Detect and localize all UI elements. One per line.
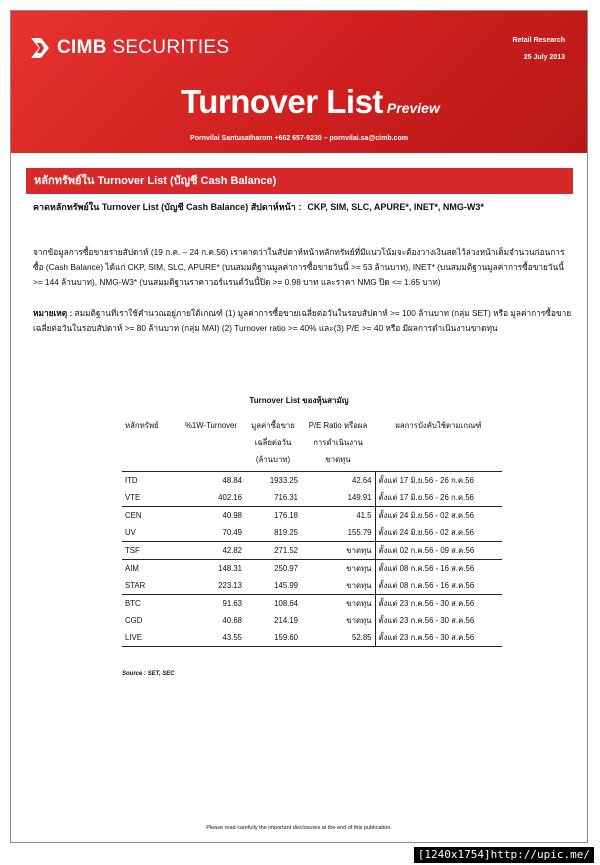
report-title: Turnover List	[181, 83, 383, 120]
cell-avg-value: 819.25	[245, 524, 301, 542]
cimb-chevron-icon	[29, 38, 51, 58]
cell-pe: 155.79	[301, 524, 375, 542]
cell-avg-value: 145.99	[245, 577, 301, 595]
table-row	[122, 472, 502, 490]
cell-turnover: 42.82	[177, 542, 245, 560]
department-label: Retail Research	[512, 37, 565, 44]
header-turnover: %1W-Turnover	[177, 415, 245, 472]
cell-turnover: 223.13	[177, 577, 245, 595]
header-effect: ผลการบังคับใช้ตามเกณฑ์	[375, 415, 502, 472]
cell-symbol: AIM	[125, 564, 139, 573]
summary-paragraph: จากข้อมูลการซื้อขายรายสัปดาห์ (19 ก.ค. – 24 ก.ค.56) เราคาดว่าในสัปดาห์หน้าหลักทรัพย์ที่มีแนวโน้มจะต้องวางเงินสดไว้ล่วงหน้าเต็มจำนวนก่อนการซื้อ (Cash Balance) ได้แก่ CKP, SIM, SLC, APURE* (บนสมมติฐานมูลค่าการซื้อขายวันนี้ >= 53 ล้านบาท), INET* (บนสมมติฐานมูลค่าการซื้อขายวันนี้ >= 144 ล้านบาท), NMG-W3* (บนสมมติฐานราคาวอร์แรนต์วันนี้ปิด >= 0.98 บาท และราคา NMG ปิด <= 1.65 บาท)	[33, 247, 565, 287]
table-row	[122, 524, 502, 542]
expected-list-heading	[33, 200, 573, 214]
section-title-bar: หลักทรัพย์ใน Turnover List (บัญชี Cash Balance)	[26, 168, 573, 194]
cell-effect: ตั้งแต่ 23 ก.ค.56 - 30 ส.ค.56	[375, 595, 502, 613]
header-symbol: หลักทรัพย์	[122, 415, 177, 472]
cell-avg-value: 271.52	[245, 542, 301, 560]
cell-pe: ขาดทุน	[301, 542, 375, 560]
brand-name	[57, 37, 229, 59]
table-row	[122, 542, 502, 560]
cell-effect: ตั้งแต่ 23 ก.ค.56 - 30 ส.ค.56	[375, 629, 502, 647]
report-subtitle: Preview	[386, 100, 440, 116]
header-avg-value: มูลค่าซื้อขายเฉลี่ยต่อวัน (ล้านบาท)	[245, 415, 301, 472]
brand-logo	[29, 37, 229, 59]
report-header	[11, 11, 587, 153]
cell-pe: ขาดทุน	[346, 616, 372, 625]
cell-pe: 41.5	[356, 511, 372, 520]
report-title-block	[181, 83, 440, 121]
cell-turnover: 148.31	[218, 564, 242, 573]
cell-pe: 42.64	[351, 476, 372, 485]
table-row	[122, 612, 502, 629]
cell-effect: ตั้งแต่ 02 ก.ค.56 - 09 ส.ค.56	[375, 542, 502, 560]
cell-avg-value: 159.60	[245, 629, 301, 647]
cell-turnover: 40.68	[222, 616, 242, 625]
cell-turnover: 70.49	[177, 524, 245, 542]
cell-symbol: LIVE	[122, 629, 177, 647]
note-text: สมมติฐานที่เราใช้คำนวณอยู่ภายใต้เกณฑ์ (1) มูลค่าการซื้อขายเฉลี่ยต่อวันในรอบสัปดาห์ >= 100 ล้านบาท (กลุ่ม SET) หรือ มูลค่าการซื้อขายเฉลี่ยต่อวันในรอบสัปดาห์ >= 80 ล้านบาท (กลุ่ม MAI) (2) Turnover ratio >= 40% และ(3) P/E >= 40 หรือ มีผลการดำเนินงานขาดทุน	[33, 308, 572, 333]
brand-light: SECURITIES	[112, 37, 230, 58]
table-title: Turnover List ของหุ้นสามัญ	[249, 396, 349, 405]
cell-effect: ตั้งแต่ 08 ก.ค.56 - 16 ส.ค.56	[375, 577, 502, 595]
table-row	[122, 577, 502, 595]
table-header-row	[122, 415, 502, 472]
brand-bold: CIMB	[57, 37, 107, 58]
cell-pe: ขาดทุน	[301, 577, 375, 595]
cell-avg-value: 108.64	[274, 599, 298, 608]
cell-effect: ตั้งแต่ 24 มิ.ย.56 - 02 ส.ค.56	[375, 524, 502, 542]
cell-effect: ตั้งแต่ 24 มิ.ย.56 - 02 ส.ค.56	[375, 507, 502, 525]
cell-avg-value: 214.19	[274, 616, 298, 625]
table-row	[122, 489, 502, 507]
cell-avg-value: 250.97	[274, 564, 298, 573]
cell-pe: ขาดทุน	[346, 564, 372, 573]
cell-pe: 52.85	[301, 629, 375, 647]
cell-symbol: BTC	[125, 599, 141, 608]
table-source: Source : SET, SEC	[122, 671, 175, 677]
cell-effect: ตั้งแต่ 08 ก.ค.56 - 16 ส.ค.56	[375, 560, 502, 578]
cell-pe: 149.91	[301, 489, 375, 507]
table-row	[122, 629, 502, 647]
cell-turnover: 91.63	[222, 599, 242, 608]
cell-turnover: 48.84	[222, 476, 242, 485]
cell-turnover: 402.16	[177, 489, 245, 507]
cell-effect: ตั้งแต่ 17 มิ.ย.56 - 26 ก.ค.56	[375, 489, 502, 507]
analyst-contact: Pornvilai Santusatharom +662 657-9230 – pornvilai.sa@cimb.com	[190, 135, 408, 142]
note-paragraph	[33, 306, 573, 336]
cell-turnover: 40.98	[222, 511, 242, 520]
expected-list-symbols: CKP, SIM, SLC, APURE*, INET*, NMG-W3*	[307, 202, 484, 212]
note-label: หมายเหตุ :	[33, 308, 73, 318]
cell-symbol: ITD	[125, 476, 138, 485]
cell-turnover: 43.55	[177, 629, 245, 647]
cell-avg-value: 176.18	[274, 511, 298, 520]
disclosure-footer: Please read carefully the important disclosures at the end of this publication.	[206, 825, 392, 831]
cell-symbol: STAR	[122, 577, 177, 595]
cell-symbol: TSF	[122, 542, 177, 560]
header-pe: P/E Ratio หรือผลการดำเนินงานขาดทุน	[301, 415, 375, 472]
cell-avg-value: 716.31	[245, 489, 301, 507]
cell-symbol: VTE	[122, 489, 177, 507]
cell-symbol: CEN	[125, 511, 142, 520]
report-page	[10, 10, 588, 843]
report-date: 25 July 2013	[523, 54, 565, 61]
expected-list-prefix: คาดหลักทรัพย์ใน Turnover List (บัญชี Cash Balance) สัปดาห์หน้า :	[33, 202, 302, 212]
cell-symbol: UV	[122, 524, 177, 542]
cell-effect: ตั้งแต่ 23 ก.ค.56 - 30 ส.ค.56	[375, 612, 502, 629]
cell-avg-value: 1933.25	[269, 476, 298, 485]
cell-effect: ตั้งแต่ 17 มิ.ย.56 - 26 ก.ค.56	[375, 472, 502, 490]
table-row	[122, 560, 502, 578]
header-meta	[512, 32, 565, 66]
cell-symbol: CGD	[125, 616, 143, 625]
table-row	[122, 507, 502, 525]
table-row	[122, 595, 502, 613]
cell-pe: ขาดทุน	[346, 599, 372, 608]
image-watermark: [1240x1754]http://upic.me/	[414, 847, 594, 863]
turnover-table	[122, 415, 502, 647]
